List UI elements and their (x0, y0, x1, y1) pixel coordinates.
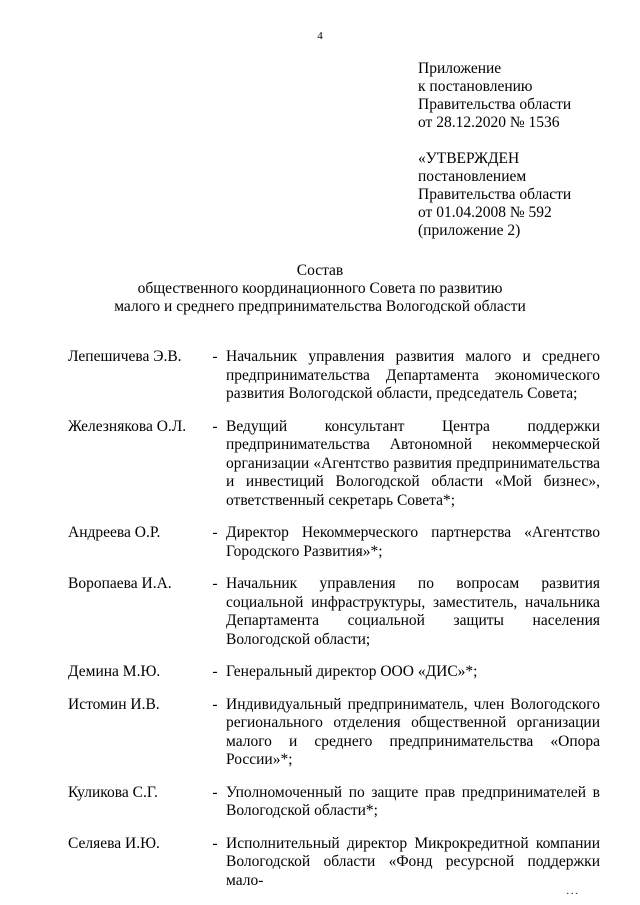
appendix-line: Приложение (418, 60, 502, 77)
member-row (68, 696, 600, 770)
member-role: Исполнительный директор Микрокредитной компании Вологодской области «Фонд ресурсной поддержки мало- (226, 834, 600, 889)
title-line: общественного координационного Совета по развитию (137, 280, 503, 297)
appendix-line: от 28.12.2020 № 1536 (418, 114, 560, 131)
member-row (68, 784, 600, 821)
member-name: Куликова С.Г. (68, 783, 158, 801)
member-row (68, 524, 600, 561)
member-name: Демина М.Ю. (68, 663, 161, 680)
member-dash: - (212, 348, 218, 365)
member-name: Андреева О.Р. (68, 524, 161, 541)
member-role: Начальник управления развития малого и среднего предпринимательства Департамента экономического развития Вологодской области, председатель Совета; (226, 348, 600, 402)
member-dash: - (212, 524, 218, 541)
member-name: Лепешичева Э.В. (68, 348, 182, 365)
member-name: Селяева И.Ю. (68, 834, 160, 852)
title-line: малого и среднего предпринимательства Вологодской области (114, 298, 526, 315)
member-dash: - (212, 663, 218, 680)
approved-note (418, 150, 571, 240)
member-dash: - (212, 575, 218, 592)
member-row (68, 418, 600, 511)
appendix-line: к постановлению (418, 78, 533, 95)
document-title (0, 262, 640, 316)
member-role: Ведущий консультант Центра поддержки предпринимательства Автономной некоммерческой организации «Агентство развития предпринимательства и инвестиций Вологодской области «Мой бизнес», ответственный секретарь Совета*; (226, 417, 600, 509)
footer-mark: ... (566, 886, 580, 897)
member-role: Индивидуальный предприниматель, член Вологодского регионального отделения общественной организации малого и среднего предпринимательства «Опора России»*; (226, 695, 600, 768)
member-dash: - (212, 695, 218, 713)
appendix-note (418, 60, 571, 132)
member-name: Воропаева И.А. (68, 575, 172, 592)
member-role: Начальник управления по вопросам развития социальной инфраструктуры, заместитель, начальника Департамента социальной защиты населения Вологодской области; (226, 575, 600, 648)
appendix-line: Правительства области (418, 96, 572, 113)
member-dash: - (212, 417, 218, 435)
member-name: Железнякова О.Л. (68, 417, 187, 435)
member-dash: - (212, 834, 218, 852)
member-dash: - (212, 783, 218, 801)
approved-line: от 01.04.2008 № 592 (418, 204, 552, 221)
member-row (68, 575, 600, 649)
members-list (68, 348, 600, 904)
member-name: Истомин И.В. (68, 695, 160, 713)
member-row (68, 835, 600, 891)
page-number: 4 (317, 30, 323, 42)
member-role: Генеральный директор ООО «ДИС»*; (226, 663, 478, 680)
member-row (68, 663, 600, 682)
title-line: Состав (296, 262, 344, 279)
approved-line: постановлением (418, 168, 527, 185)
approved-line: «УТВЕРЖДЕН (418, 150, 520, 167)
approved-line: Правительства области (418, 186, 572, 203)
member-role: Уполномоченный по защите прав предпринимателей в Вологодской области*; (226, 783, 600, 819)
member-role: Директор Некоммерческого партнерства «Агентство Городского Развития»*; (226, 524, 600, 560)
approved-line: (приложение 2) (418, 222, 521, 239)
member-row (68, 348, 600, 404)
